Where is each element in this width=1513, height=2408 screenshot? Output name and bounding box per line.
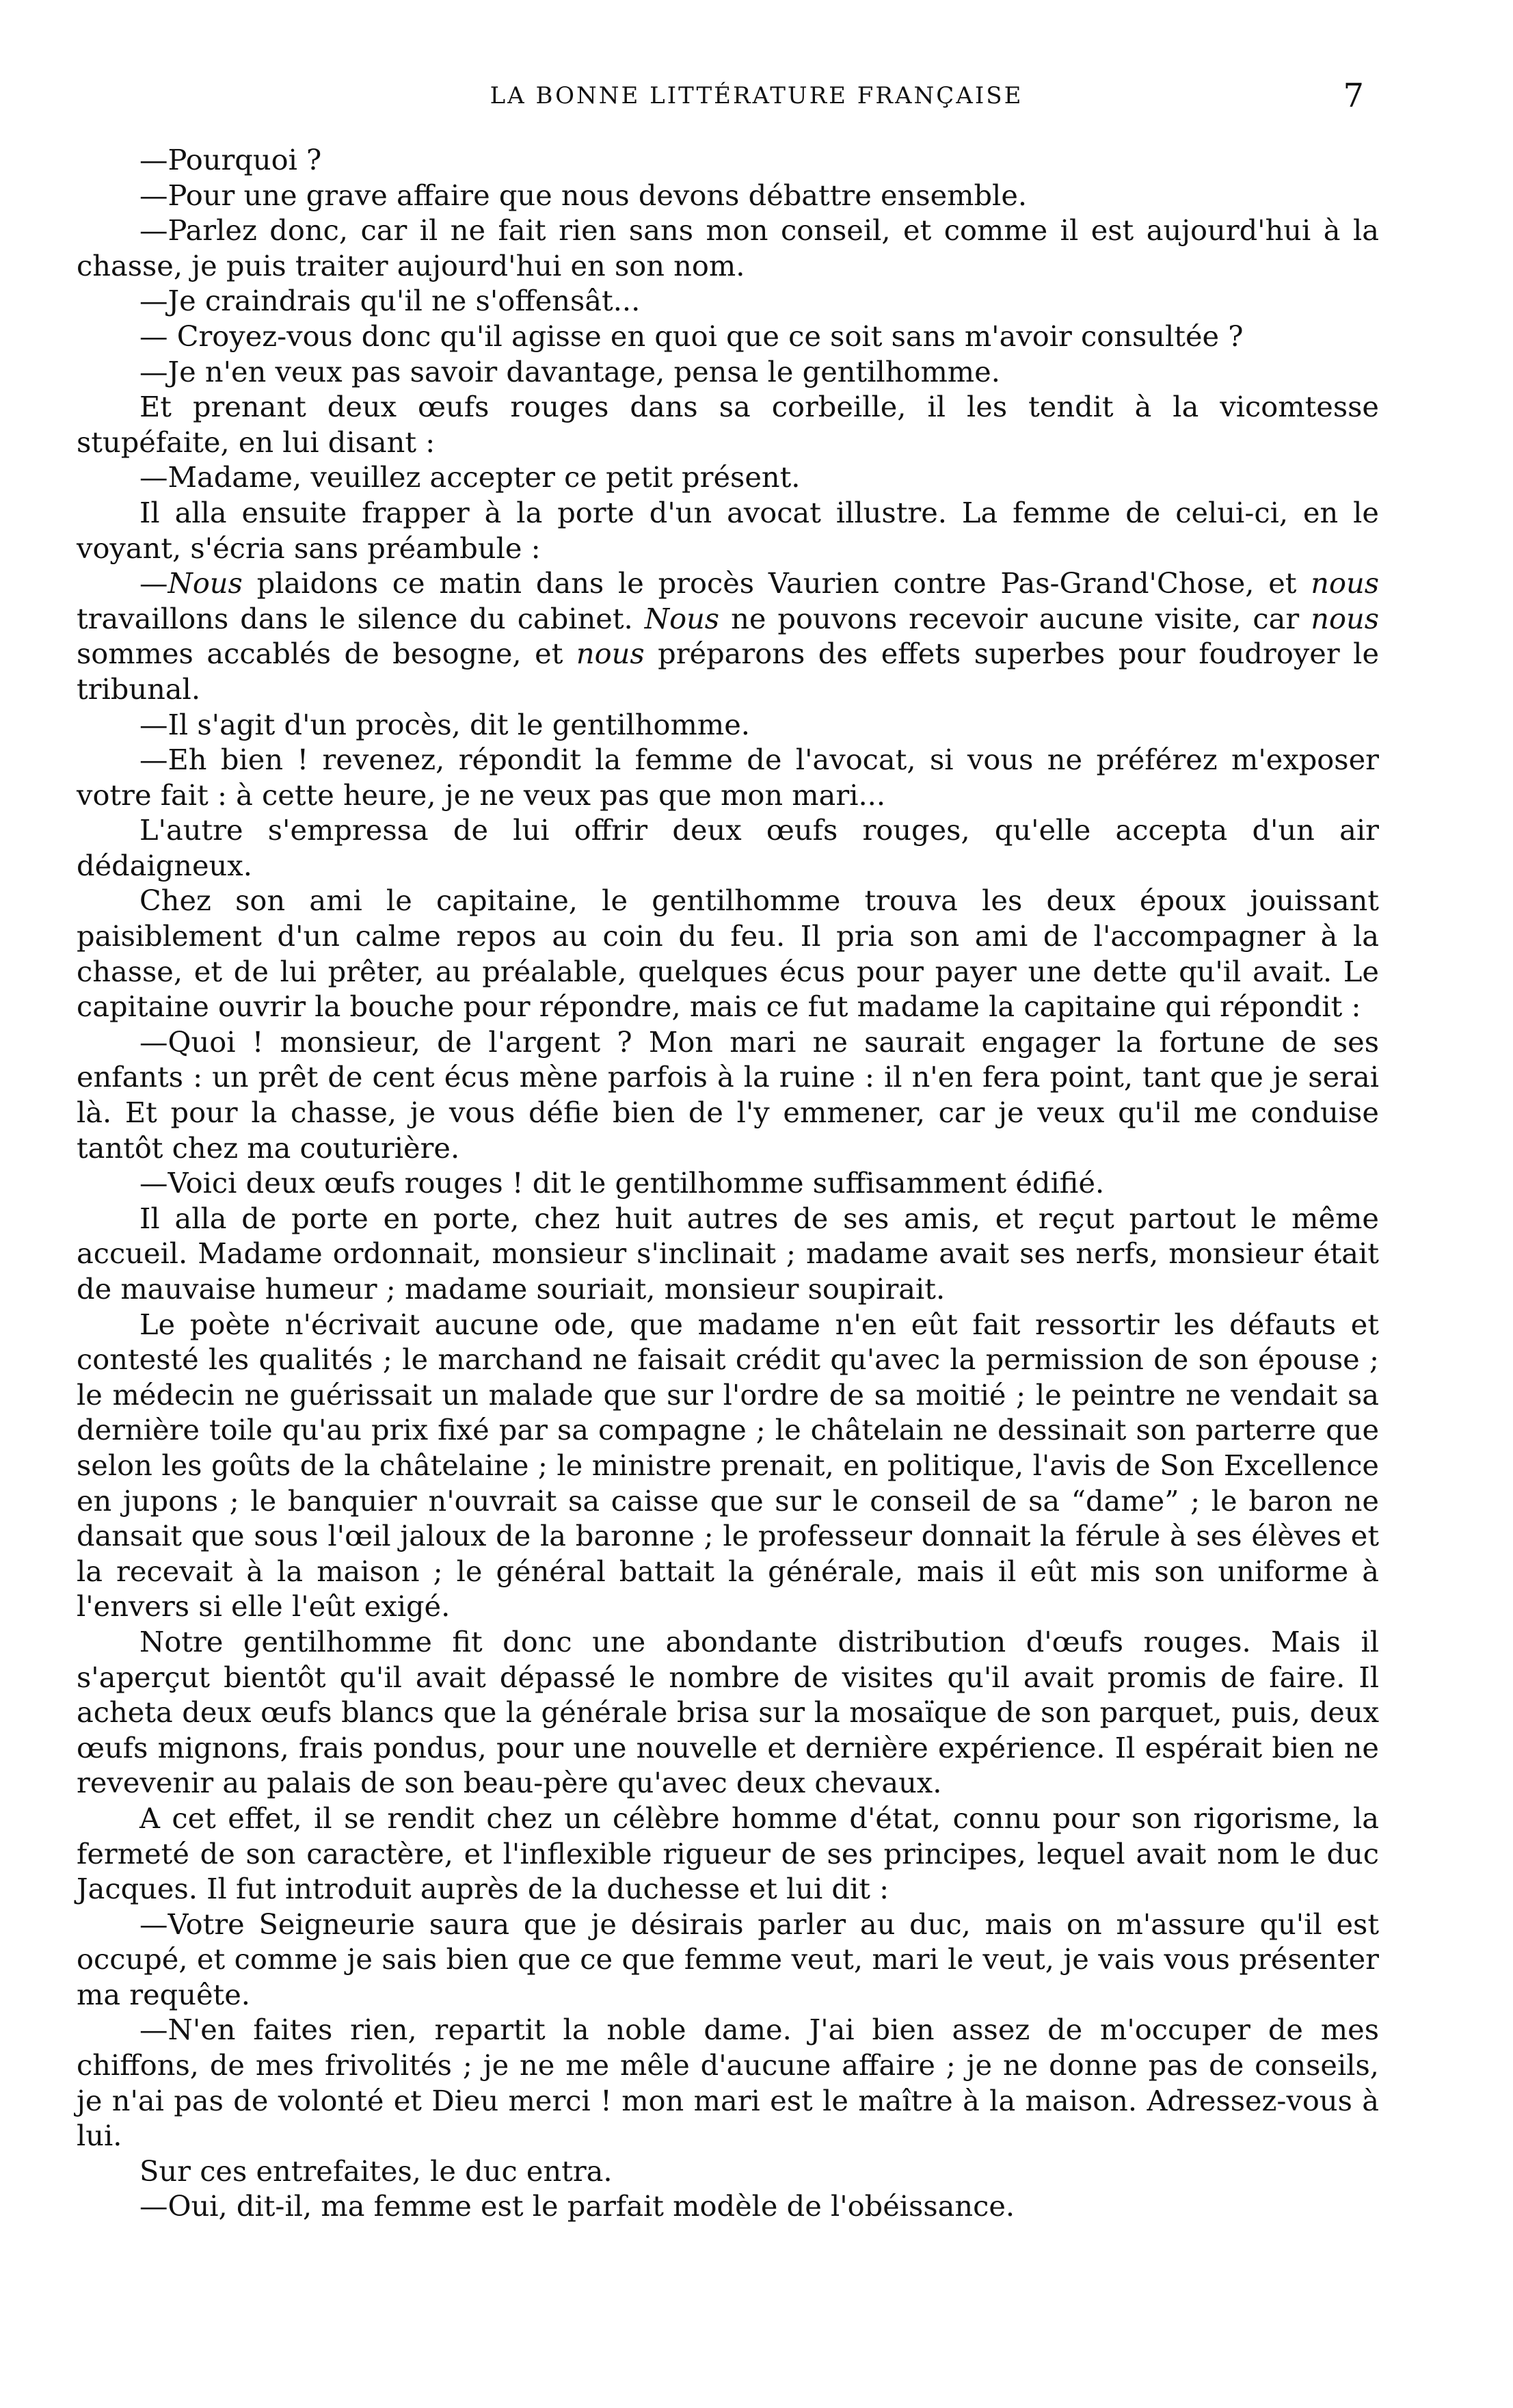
paragraph: [77, 2188, 1379, 2224]
paragraph: [77, 2154, 1379, 2189]
paragraph-text: —Oui, dit-il, ma femme est le parfait modèle de l'obéissance.: [139, 2189, 1015, 2223]
running-title: LA BONNE LITTÉRATURE FRANÇAISE: [490, 82, 1023, 109]
paragraph: [77, 1624, 1379, 1801]
paragraph: [77, 1307, 1379, 1624]
italic-text: Nous: [168, 566, 243, 600]
paragraph-text: —Voici deux œufs rouges ! dit le gentilhomme suffisamment édifié.: [139, 1166, 1105, 1200]
italic-text: nous: [1311, 566, 1379, 600]
body-text: [77, 142, 1379, 2224]
paragraph-text: Sur ces entrefaites, le duc entra.: [139, 2154, 613, 2188]
paragraph-text: Chez son ami le capitaine, le gentilhomme trouva les deux époux jouissant paisiblement d'un calme repos au coin du feu. Il pria son ami de l'accompagner à la chasse, et de lui prêter, au préalable, quelques écus pour payer une dette qu'il avait. Le capitaine ouvrir la bouche pour répondre, mais ce fut madame la capitaine qui répondit :: [77, 884, 1379, 1024]
paragraph-text: —Votre Seigneurie saura que je désirais parler au duc, mais on m'assure qu'il est occupé, et comme je sais bien que ce que femme veut, mari le veut, je vais vous présenter ma requête.: [77, 1907, 1379, 2011]
paragraph-text: L'autre s'empressa de lui offrir deux œufs rouges, qu'elle accepta d'un air dédaigneux.: [77, 813, 1379, 882]
paragraph: [77, 1801, 1379, 1907]
paragraph-text: Et prenant deux œufs rouges dans sa corbeille, il les tendit à la vicomtesse stupéfaite, en lui disant :: [77, 390, 1379, 459]
paragraph-text: —: [139, 566, 168, 600]
paragraph-text: —Pour une grave affaire que nous devons débattre ensemble.: [139, 178, 1028, 212]
paragraph-text: —Parlez donc, car il ne fait rien sans mon conseil, et comme il est aujourd'hui à la chasse, je puis traiter aujourd'hui en son nom.: [77, 213, 1379, 282]
paragraph-text: —Pourquoi ?: [139, 143, 322, 176]
paragraph-text: —Il s'agit d'un procès, dit le gentilhomme.: [139, 707, 750, 741]
italic-text: nous: [576, 637, 645, 671]
paragraph: [77, 1165, 1379, 1201]
paragraph-text: Notre gentilhomme fit donc une abondante distribution d'œufs rouges. Mais il s'aperçut bientôt qu'il avait dépassé le nombre de visites qu'il avait promis de faire. Il acheta deux œufs blancs que la générale brisa sur la mosaïque de son parquet, puis, deux œufs mignons, frais pondus, pour une nouvelle et dernière expérience. Il espérait bien ne revevenir au palais de son beau-père qu'avec deux chevaux.: [77, 1624, 1379, 1800]
paragraph-text: A cet effet, il se rendit chez un célèbre homme d'état, connu pour son rigorisme, la fermeté de son caractère, et l'inflexible rigueur de ses principes, lequel avait nom le duc Jacques. Il fut introduit auprès de la duchesse et lui dit :: [77, 1801, 1379, 1906]
paragraph-text: sommes accablés de besogne, et: [77, 637, 576, 671]
italic-text: Nous: [644, 601, 720, 635]
paragraph: [77, 566, 1379, 706]
paragraph: [77, 1907, 1379, 2013]
paragraph: [77, 178, 1379, 213]
paragraph: [77, 2012, 1379, 2153]
paragraph-text: —Je n'en veux pas savoir davantage, pensa le gentilhomme.: [139, 354, 1000, 388]
paragraph-text: —Quoi ! monsieur, de l'argent ? Mon mari ne saurait engager la fortune de ses enfants : un prêt de cent écus mène parfois à la ruine : il n'en fera point, tant que je serai là. Et pour la chasse, je vous défie bien de l'y emmener, car je veux qu'il me conduise tantôt chez ma couturière.: [77, 1024, 1379, 1165]
paragraph-text: ne pouvons recevoir aucune visite, car: [719, 601, 1311, 635]
paragraph: [77, 389, 1379, 460]
paragraph-text: Il alla ensuite frapper à la porte d'un avocat illustre. La femme de celui-ci, en le voyant, s'écria sans préambule :: [77, 495, 1379, 565]
paragraph: [77, 707, 1379, 743]
page-number: 7: [1343, 77, 1364, 115]
paragraph: [77, 742, 1379, 812]
paragraph: [77, 883, 1379, 1024]
paragraph: [77, 283, 1379, 319]
paragraph-text: —Madame, veuillez accepter ce petit présent.: [139, 460, 801, 494]
paragraph-text: —N'en faites rien, repartit la noble dame. J'ai bien assez de m'occuper de mes chiffons, de mes frivolités ; je ne me mêle d'aucune affaire ; je ne donne pas de conseils, je n'ai pas de volonté et Dieu merci ! mon mari est le maître à la maison. Adressez-vous à lui.: [77, 2013, 1379, 2153]
paragraph: [77, 319, 1379, 354]
italic-text: nous: [1311, 601, 1380, 635]
paragraph-text: préparons des effets superbes pour foudroyer le tribunal.: [77, 637, 1380, 706]
paragraph: [77, 812, 1379, 883]
running-head: [0, 77, 1513, 118]
paragraph-text: Le poète n'écrivait aucune ode, que madame n'en eût fait ressortir les défauts et contesté les qualités ; le marchand ne faisait crédit qu'avec la permission de son épouse ; le médecin ne guérissait un malade que sur l'ordre de sa moitié ; le peintre ne vendait sa dernière toile qu'au prix fixé par sa compagne ; le châtelain ne dessinait son parterre que selon les goûts de la châtelaine ; le ministre prenait, en politique, l'avis de Son Excellence en jupons ; le banquier n'ouvrait sa caisse que sur le conseil de sa “dame” ; le baron ne dansait que sous l'œil jaloux de la baronne ; le professeur donnait la férule à ses élèves et la recevait à la maison ; le général battait la générale, mais il eût mis son uniforme à l'envers si elle l'eût exigé.: [77, 1307, 1379, 1624]
paragraph-text: —Eh bien ! revenez, répondit la femme de l'avocat, si vous ne préférez m'exposer votre fait : à cette heure, je ne veux pas que mon mari...: [77, 743, 1379, 812]
paragraph-text: —Je craindrais qu'il ne s'offensât...: [139, 284, 641, 318]
paragraph-text: — Croyez-vous donc qu'il agisse en quoi que ce soit sans m'avoir consultée ?: [139, 319, 1244, 353]
paragraph-text: travaillons dans le silence du cabinet.: [77, 601, 645, 635]
paragraph: [77, 354, 1379, 390]
paragraph: [77, 1024, 1379, 1165]
paragraph-text: Il alla de porte en porte, chez huit autres de ses amis, et reçut partout le même accueil. Madame ordonnait, monsieur s'inclinait ; madame avait ses nerfs, monsieur était de mauvaise humeur ; madame souriait, monsieur soupirait.: [77, 1201, 1379, 1306]
paragraph: [77, 1201, 1379, 1307]
paragraph-text: plaidons ce matin dans le procès Vaurien contre Pas-Grand'Chose, et: [242, 566, 1311, 600]
paragraph: [77, 460, 1379, 495]
paragraph: [77, 213, 1379, 283]
paragraph: [77, 142, 1379, 178]
paragraph: [77, 495, 1379, 566]
